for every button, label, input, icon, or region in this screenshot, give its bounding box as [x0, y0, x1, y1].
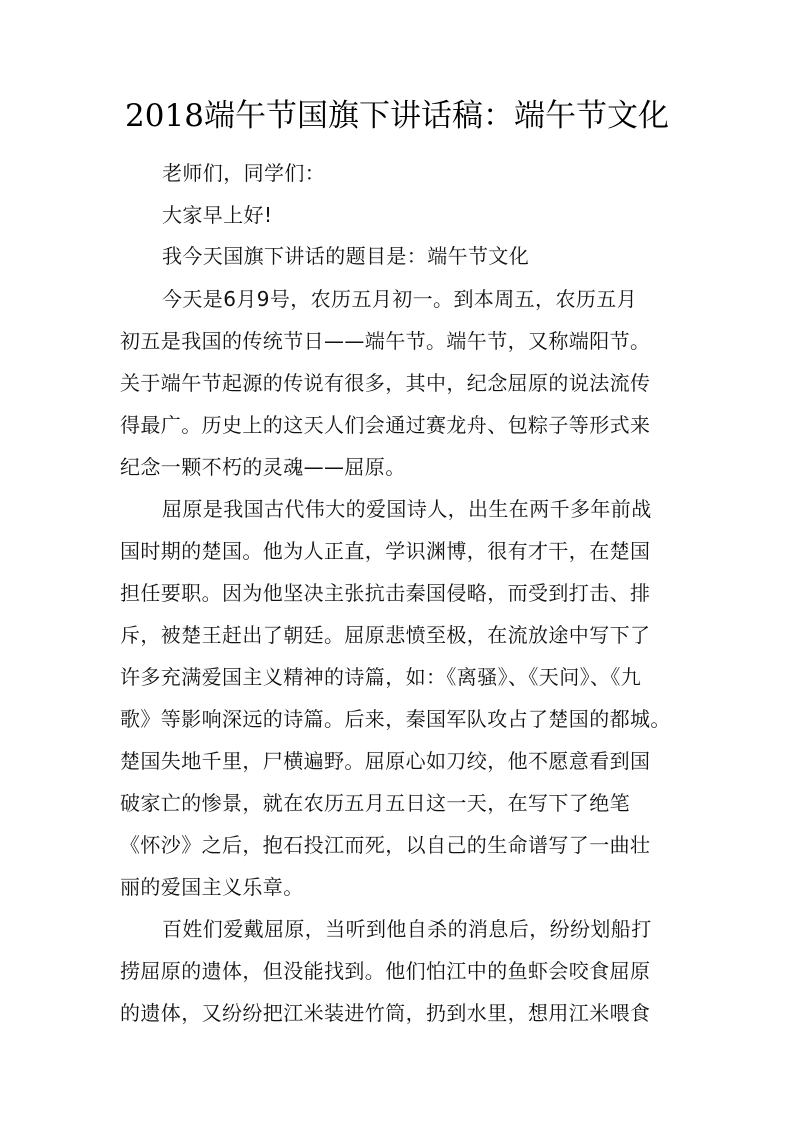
paragraph-line: 丽的爱国主义乐章。 — [120, 875, 304, 899]
paragraph-line: 屈原是我国古代伟大的爱国诗人，出生在两千多年前战 — [162, 497, 652, 521]
paragraph-line: 国时期的楚国。他为人正直，学识渊博，很有才干，在楚国 — [120, 539, 651, 563]
paragraph-line: 歌》等影响深远的诗篇。后来，秦国军队攻占了楚国的都城。 — [120, 707, 671, 731]
paragraph-line: 的遗体，又纷纷把江米装进竹筒，扔到水里，想用江米喂食 — [120, 1001, 651, 1025]
paragraph-line: 斥，被楚王赶出了朝廷。屈原悲愤至极，在流放途中写下了 — [120, 623, 651, 647]
paragraph-line: 初五是我国的传统节日——端午节。端午节，又称端阳节。 — [120, 329, 651, 353]
paragraph-line: 得最广。历史上的这天人们会通过赛龙舟、包粽子等形式来 — [120, 413, 651, 437]
paragraph-line: 关于端午节起源的传说有很多，其中，纪念屈原的说法流传 — [120, 371, 651, 395]
paragraph-line: 《怀沙》之后，抱石投江而死，以自己的生命谱写了一曲壮 — [120, 833, 651, 857]
paragraph-line: 担任要职。因为他坚决主张抗击秦国侵略，而受到打击、排 — [120, 581, 651, 605]
document-title: 2018端午节国旗下讲话稿：端午节文化 — [125, 98, 669, 134]
paragraph-line: 今天是6月9号，农历五月初一。到本周五，农历五月 — [162, 287, 638, 311]
paragraph-line: 捞屈原的遗体，但没能找到。他们怕江中的鱼虾会咬食屈原 — [120, 959, 651, 983]
greeting-line: 大家早上好! — [162, 203, 273, 227]
paragraph-line: 楚国失地千里，尸横遍野。屈原心如刀绞，他不愿意看到国 — [120, 749, 651, 773]
greeting-line: 老师们，同学们： — [162, 161, 326, 185]
paragraph-line: 百姓们爱戴屈原，当听到他自杀的消息后，纷纷划船打 — [162, 917, 652, 941]
paragraph-line: 纪念一颗不朽的灵魂——屈原。 — [120, 455, 406, 479]
topic-line: 我今天国旗下讲话的题目是：端午节文化 — [162, 244, 530, 268]
paragraph-line: 破家亡的惨景，就在农历五月五日这一天，在写下了绝笔 — [120, 791, 630, 815]
paragraph-line: 许多充满爱国主义精神的诗篇，如：《离骚》、《天问》、《九 — [120, 665, 642, 689]
